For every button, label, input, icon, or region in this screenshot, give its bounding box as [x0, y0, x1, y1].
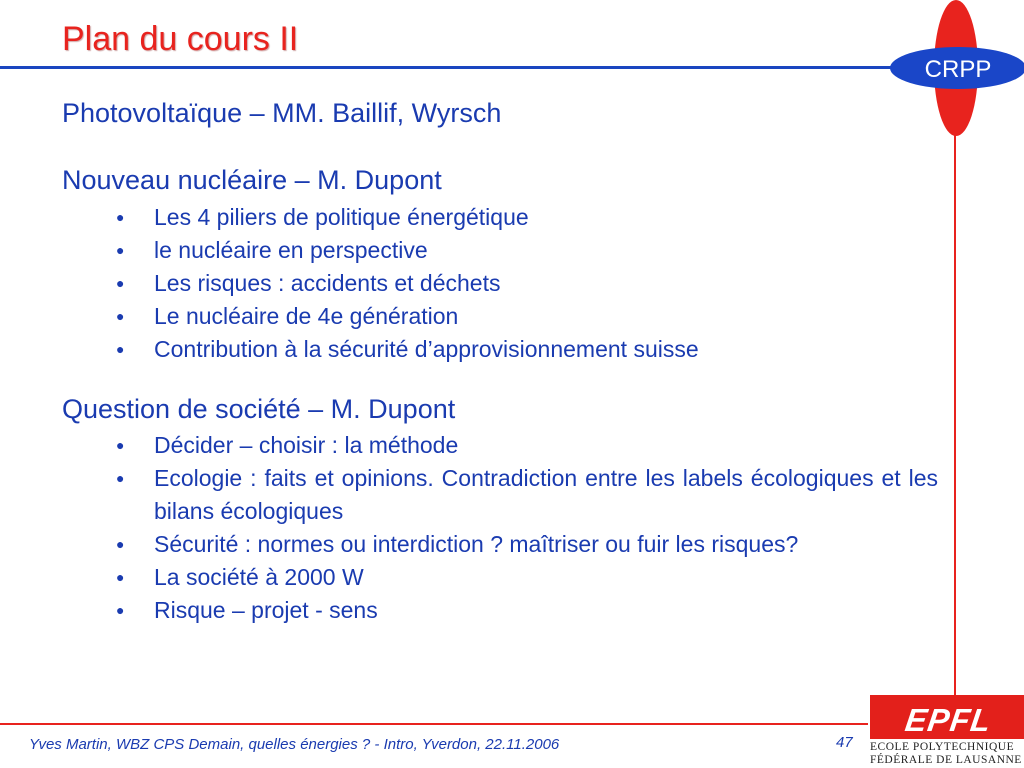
list-item-text: Décider – choisir : la méthode [154, 432, 459, 458]
section-heading-societe: Question de société – M. Dupont [62, 394, 456, 424]
list-item-text: Les risques : accidents et déchets [154, 270, 501, 296]
list-item [116, 528, 938, 561]
footer-divider [0, 723, 868, 725]
list-item [116, 234, 938, 267]
bullet-icon: ● [116, 569, 125, 585]
bullet-list-societe [0, 429, 938, 627]
bullet-icon: ● [116, 602, 125, 618]
list-item-text: La société à 2000 W [154, 564, 364, 590]
bullet-icon: ● [116, 209, 125, 225]
list-item-text: Ecologie : faits et opinions. Contradiction entre les labels écologiques et les bilans écologiques [154, 465, 938, 524]
list-item-text: Les 4 piliers de politique énergétique [154, 204, 529, 230]
section-heading-photovoltaique: Photovoltaïque – MM. Baillif, Wyrsch [62, 98, 502, 128]
bullet-icon: ● [116, 308, 125, 324]
list-item-text: le nucléaire en perspective [154, 237, 428, 263]
list-item [116, 429, 938, 462]
footer-citation: Yves Martin, WBZ CPS Demain, quelles énergies ? - Intro, Yverdon, 22.11.2006 [29, 736, 560, 753]
list-item-text: Contribution à la sécurité d’approvisionnement suisse [154, 336, 699, 362]
section-heading-nucleaire: Nouveau nucléaire – M. Dupont [62, 165, 442, 195]
list-item-text: Le nucléaire de 4e génération [154, 303, 459, 329]
list-item [116, 201, 938, 234]
bullet-icon: ● [116, 275, 125, 291]
bullet-icon: ● [116, 437, 125, 453]
epfl-caption-line-2: FÉDÉRALE DE LAUSANNE [870, 754, 1022, 766]
bullet-icon: ● [116, 470, 125, 486]
list-item-text: Sécurité : normes ou interdiction ? maîtriser ou fuir les risques? [154, 531, 799, 557]
epfl-logo-wordmark: EPFL [903, 702, 994, 738]
list-item [116, 333, 938, 366]
crpp-label: CRPP [924, 56, 992, 83]
epfl-caption-line-1: ECOLE POLYTECHNIQUE [870, 741, 1015, 753]
list-item [116, 300, 938, 333]
list-item [116, 594, 938, 627]
bullet-list-nucleaire [0, 201, 938, 366]
bullet-icon: ● [116, 536, 125, 552]
right-divider [954, 120, 956, 695]
bullet-icon: ● [116, 341, 125, 357]
list-item [116, 462, 938, 528]
epfl-caption [870, 741, 1024, 767]
list-item [116, 267, 938, 300]
bullet-icon: ● [116, 242, 125, 258]
title-divider [0, 66, 900, 69]
crpp-logo-icon [880, 0, 1024, 140]
page-number: 47 [836, 734, 853, 751]
list-item [116, 561, 938, 594]
list-item-text: Risque – projet - sens [154, 597, 378, 623]
slide-title: Plan du cours II [62, 20, 299, 58]
